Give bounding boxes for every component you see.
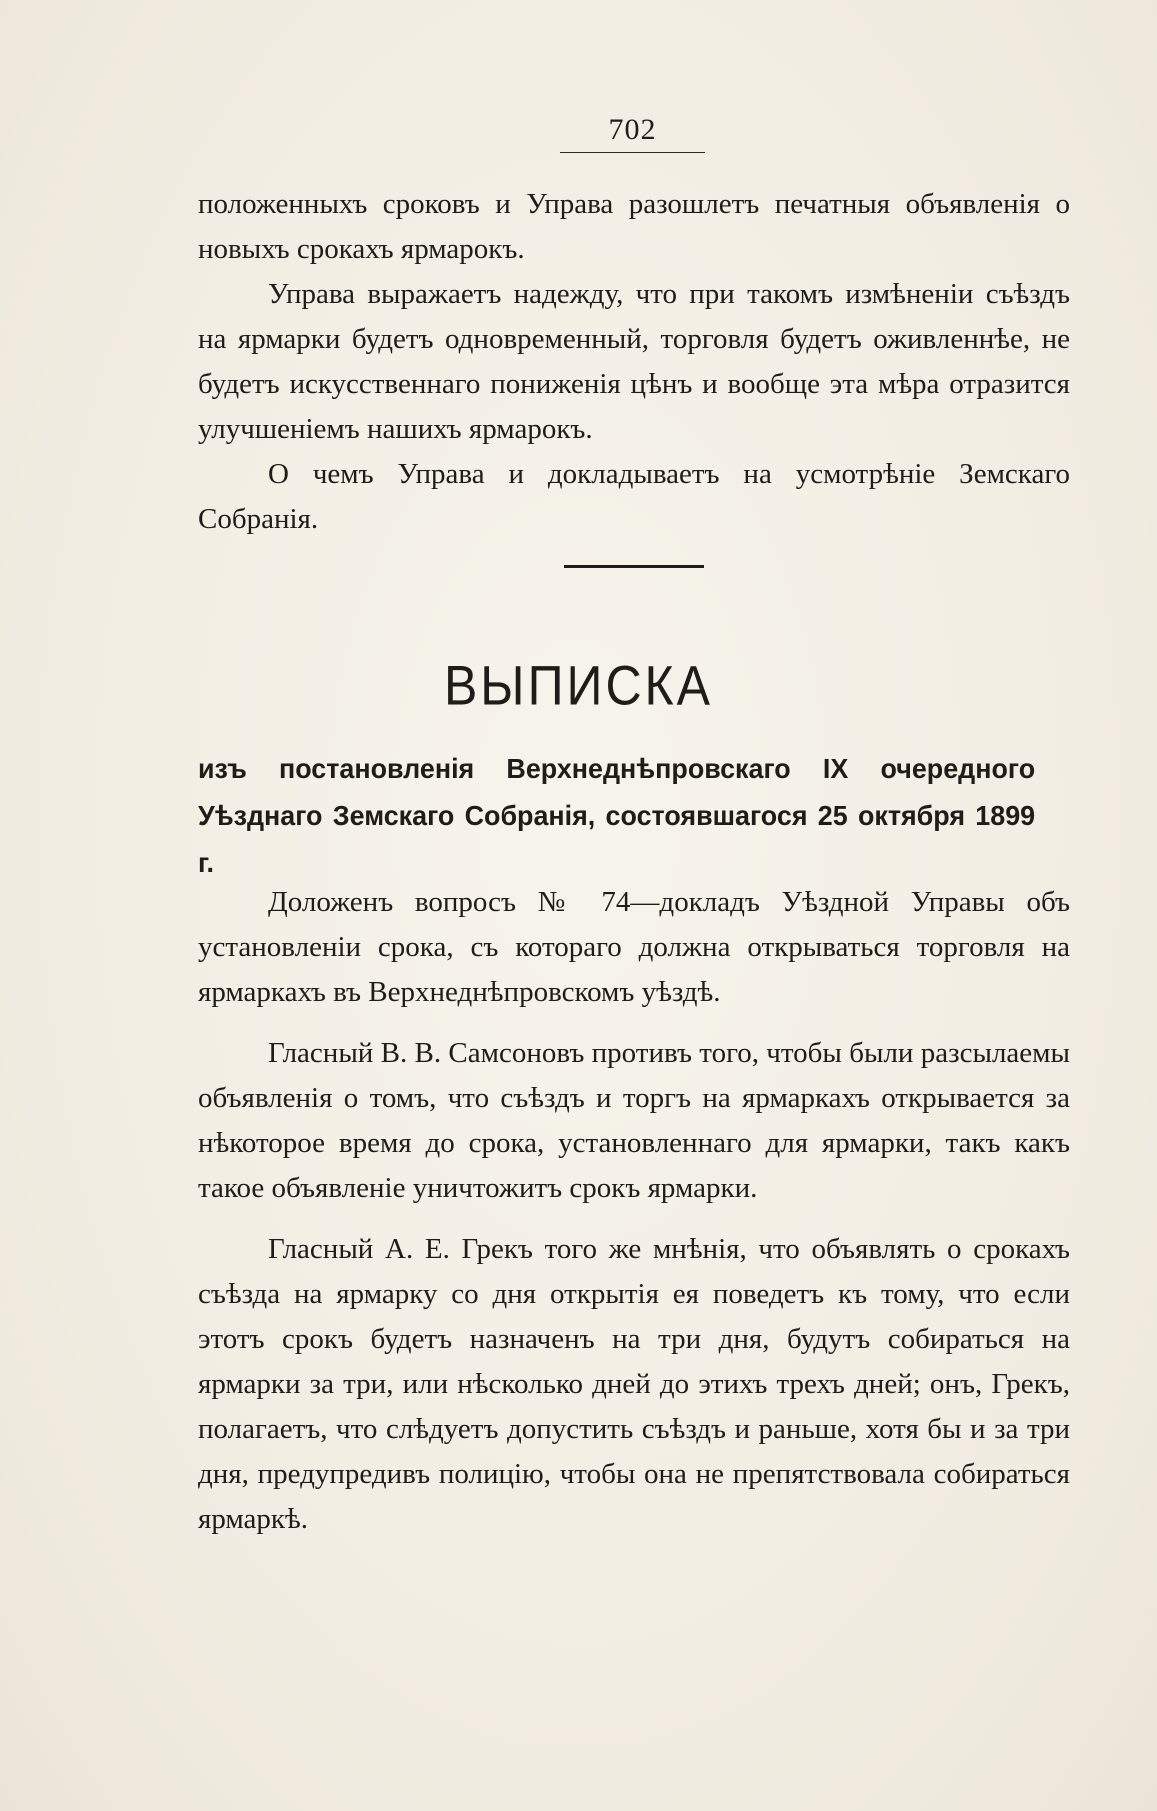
section-resolution (198, 880, 1070, 1542)
paragraph-question-74: Доложенъ вопросъ № 74—докладъ Уѣздной Управы объ установленіи срока, съ котораго должна открываться торговля на ярмаркахъ въ Верхнеднѣпровскомъ уѣздѣ. (198, 886, 1070, 1008)
paragraph-grek: Гласный А. Е. Грекъ того же мнѣнія, что объявлять о срокахъ съѣзда на ярмарку со дня открытія ея поведетъ къ тому, что если этотъ срокъ будетъ назначенъ на три дня, будутъ собираться на ярмарки за три, или нѣсколько дней до этихъ трехъ дней; онъ, Грекъ, полагаетъ, что слѣдуетъ допустить съѣздъ и раньше, хотя бы и за три дня, предупредивъ полицію, чтобы она не препятствовала собираться ярмаркѣ. (198, 1233, 1070, 1535)
paragraph-hope: Управа выражаетъ надежду, что при такомъ измѣненіи съѣздъ на ярмарки будетъ одновременный, торговля будетъ оживленнѣе, не будетъ искусственнаго пониженія цѣнъ и вообще эта мѣра отразится улучшеніемъ нашихъ ярмарокъ. (198, 278, 1070, 445)
section-report-conclusion (198, 182, 1070, 542)
paragraph-samsonov: Гласный В. В. Самсоновъ противъ того, чтобы были разсылаемы объявленія о томъ, что съѣздъ и торгъ на ярмаркахъ открывается за нѣкоторое время до срока, установленнаго для ярмарки, такъ какъ такое объявленіе уничтожитъ срокъ ярмарки. (198, 1037, 1070, 1204)
section-divider (564, 565, 704, 568)
excerpt-subtitle: изъ постановленія Верхнеднѣпровскаго IX очередного Уѣзднаго Земскаго Собранія, состоявшагося 25 октября 1899 г. (198, 753, 1036, 878)
page-number-rule (560, 152, 705, 153)
excerpt-title: ВЫПИСКА (443, 654, 714, 717)
paragraph-submission: О чемъ Управа и докладываетъ на усмотрѣніе Земскаго Собранія. (198, 458, 1070, 535)
page-number: 702 (608, 113, 657, 146)
paragraph-continuation: положенныхъ сроковъ и Управа разошлетъ печатныя объявленія о новыхъ срокахъ ярмарокъ. (198, 188, 1070, 265)
